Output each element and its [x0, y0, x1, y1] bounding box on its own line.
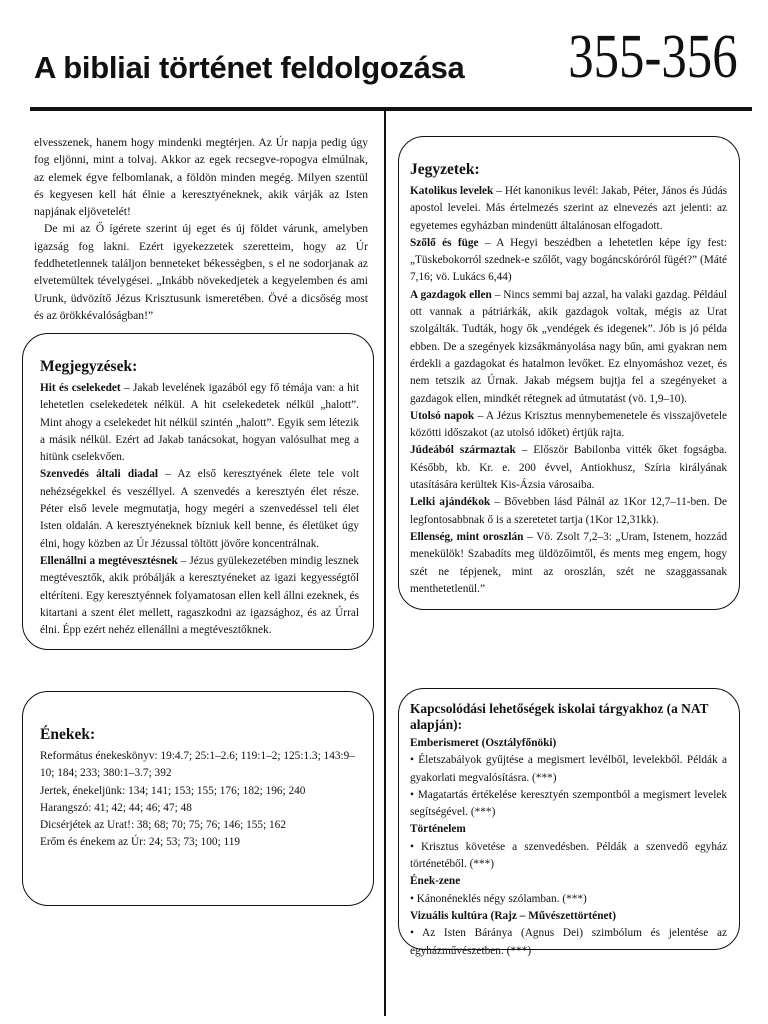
songs-box: [22, 691, 374, 906]
column-divider: [384, 111, 386, 1016]
glossary-item: [410, 442, 727, 494]
left-body-text: [34, 134, 368, 324]
note-item: [40, 553, 359, 639]
subject-bullet: • Életszabályok gyűjtése a megismert levélből, levelekből. Példák a gyakorlati megvalósításra. (***): [410, 754, 727, 784]
curriculum-links-box: [398, 688, 740, 957]
glossary-text: – Nincs semmi baj azzal, ha valaki gazdag. Például ott vannak a pátriárkák, akik gazdagok voltak, mégis az Urat szolgálták. Tudták, hogy ők „vendégek és idegenek”. Jób is jó példa ebben. De a szegények kizsákmányolása nagy bűn, ami gyakran nem érdekli a gazdagokat és hatalmon levőket. Ez elnyomáshoz vezet, és nem tetszik az Úrnak. Jakab mégsem bujtja fel a szegényeket a gazdagok ellen, mindkét rétegnek ad útmutatást (vö. 1,9–10).: [410, 288, 728, 405]
body-paragraph: elvesszenek, hanem hogy mindenki megtérjen. Az Úr napja pedig úgy fog eljönni, mint a tolvaj. Akkor az egek recsegve-ropogva elmúlnak, az elemek égve felbomlanak, a földön minden megég. Milyen szentül és kegyesen kell hát élnie a keresztyéneknek, akik várják az Isten napjának eljövetelét!: [34, 136, 368, 219]
glossary-term: Lelki ajándékok: [410, 496, 491, 509]
curriculum-links-body: [410, 735, 727, 960]
body-paragraph: De mi az Ő ígérete szerint új eget és új földet várunk, amelyben igazság fog lakni. Ezért igyekezzetek szeretteim, hogy az Úr feddhetetlennek találjon benneteket békességben, s el ne sodorjanak az elvetemültek tévelygései. „Inkább növekedjetek a kegyelemben és ami Urunk, üdvözítő Jézus Krisztusunk ismeretében. Övé a dicsőség most és az örökkévalóságban!”: [34, 222, 368, 322]
note-text: – Az első keresztyének élete tele volt nehézségekkel és veszéllyel. A szenvedés a keresztyén élet része. Péter első levele megmutatja, hogy megéri a szenvedéssel teli élet Isten oldalán. A keresztyéneknek bízniuk kell benne, és életüket úgy élni, hogy közben az Úr Jézussal töltött jövőre koncentrálnak.: [40, 468, 359, 550]
glossary-term: Ellenség, mint oroszlán: [410, 530, 524, 543]
glossary-body: [410, 183, 727, 598]
subject-bullet: • Krisztus követése a szenvedésben. Példák a szenvedő egyház történetéből. (***): [410, 840, 727, 871]
glossary-term: Júdeából származtak: [410, 444, 516, 457]
note-text: – Jakab levelének igazából egy fő témája van: a hit lehetetlen cselekedetek nélkül. A hit cselekedetek nélkül „halott”. Mint ahogy a cselekedet hit nélkül szintén „halott”. Egyik sem létezik a másik nélkül. Ezért ad Jakab tanácsokat, hogyan valósulhat meg a hitünk cselekvően.: [40, 382, 359, 464]
note-text: – Jézus gyülekezetében mindig lesznek megtévesztők, akik próbálják a keresztyéneket az igazi kegyességtől eltéríteni. Egy keresztyénnek folyamatosan ellen kell állni ezeknek, és kitartani a szent élet mellett, ragaszkodni az igazsághoz, és az Úrral élni. Épp ezért nehéz ellenállni a megtévesztőknek.: [40, 554, 359, 637]
glossary-text: – Vö. Zsolt 7,2–3: „Uram, Istenem, hozzád menekülök! Szabadíts meg üldözőimtől, és ments meg engem, hogy szét ne tépjenek, mint az oroszlán, szét ne szaggassanak menthetetlenül.”: [410, 530, 727, 595]
note-item: [40, 380, 359, 466]
page-numbers: 355-356: [568, 23, 738, 91]
glossary-item: [410, 529, 727, 598]
glossary-term: Szőlő és füge: [410, 236, 479, 249]
glossary-title: Jegyzetek:: [410, 161, 480, 178]
note-term: Szenvedés általi diadal: [40, 468, 158, 481]
glossary-text: – Hét kanonikus levél: Jakab, Péter, János és Júdás apostol levelei. Más értelmezés szerint az elnevezés azt jelenti: az egyetemes egyházban mindenütt általánosan elfogadott.: [410, 185, 727, 232]
subject-heading: Emberismeret (Osztályfőnöki): [410, 737, 557, 749]
subject-bullet: • Az Isten Báránya (Agnus Dei) szimbólum és jelentése az egyházművészetben. (***): [410, 927, 727, 957]
subject-bullet: • Kánonéneklés négy szólamban. (***): [410, 892, 587, 905]
notes-title: Megjegyzések:: [40, 358, 138, 375]
notes-box: [22, 333, 374, 650]
glossary-item: [410, 494, 727, 529]
glossary-box: [398, 136, 740, 610]
page-title: A bibliai történet feldolgozása: [34, 50, 465, 85]
songs-title: Énekek:: [40, 726, 96, 743]
glossary-text: – Bővebben lásd Pálnál az 1Kor 12,7–11-ben. De legfontosabbnak ő is a szeretetet tartja (1Kor 12,31kk).: [410, 496, 727, 526]
notes-body: [40, 380, 359, 639]
glossary-text: – Először Babilonba vitték őket fogságba. Később, kb. Kr. e. 200 évvel, Antiokhusz, Szíria királyának utasítására kerültek Kis-Ázsia városaiba.: [410, 444, 727, 492]
glossary-item: [410, 408, 727, 443]
curriculum-links-title: Kapcsolódási lehetőségek iskolai tárgyakhoz (a NAT alapján):: [410, 701, 709, 732]
subject-heading: Ének-zene: [410, 875, 461, 888]
song-line: Jertek, énekeljünk: 134; 141; 153; 155; 176; 182; 196; 240: [40, 784, 306, 797]
glossary-text: – A Hegyi beszédben a lehetetlen képe így fest: „Tüskebokorról szednek-e szőlőt, vagy bogáncskóróról fügét?” (Máté 7,16; vö. Lukács 6,44): [410, 236, 728, 284]
song-line: Református énekeskönyv: 19:4.7; 25:1–2.6; 119:1–2; 125:1.3; 143:9–10; 184; 233; 380:1–3.7; 392: [40, 750, 355, 780]
glossary-term: Utolsó napok: [410, 409, 475, 422]
glossary-term: Katolikus levelek: [410, 185, 494, 197]
songs-body: [40, 748, 359, 852]
glossary-item: [410, 287, 727, 408]
note-term: Hit és cselekedet: [40, 382, 121, 394]
note-item: [40, 466, 359, 552]
glossary-text: – A Jézus Krisztus mennybemenetele és visszajövetele közötti időszakot (az utolsó időket) értjük rajta.: [410, 409, 727, 440]
subject-heading: Történelem: [410, 823, 466, 836]
header-rule: [30, 107, 752, 111]
subject-bullet: • Magatartás értékelése keresztyén szempontból a megismert levelek segítségével. (***): [410, 788, 727, 819]
glossary-item: [410, 183, 727, 235]
song-line: Dicsérjétek az Urat!: 38; 68; 70; 75; 76; 146; 155; 162: [40, 819, 286, 832]
glossary-item: [410, 235, 727, 287]
song-line: Harangszó: 41; 42; 44; 46; 47; 48: [40, 801, 192, 814]
song-line: Erőm és énekem az Úr: 24; 53; 73; 100; 119: [40, 836, 241, 849]
glossary-term: A gazdagok ellen: [410, 288, 492, 301]
note-term: Ellenállni a megtévesztésnek: [40, 554, 178, 567]
subject-heading: Vizuális kultúra (Rajz – Művészettörténet): [410, 909, 617, 922]
